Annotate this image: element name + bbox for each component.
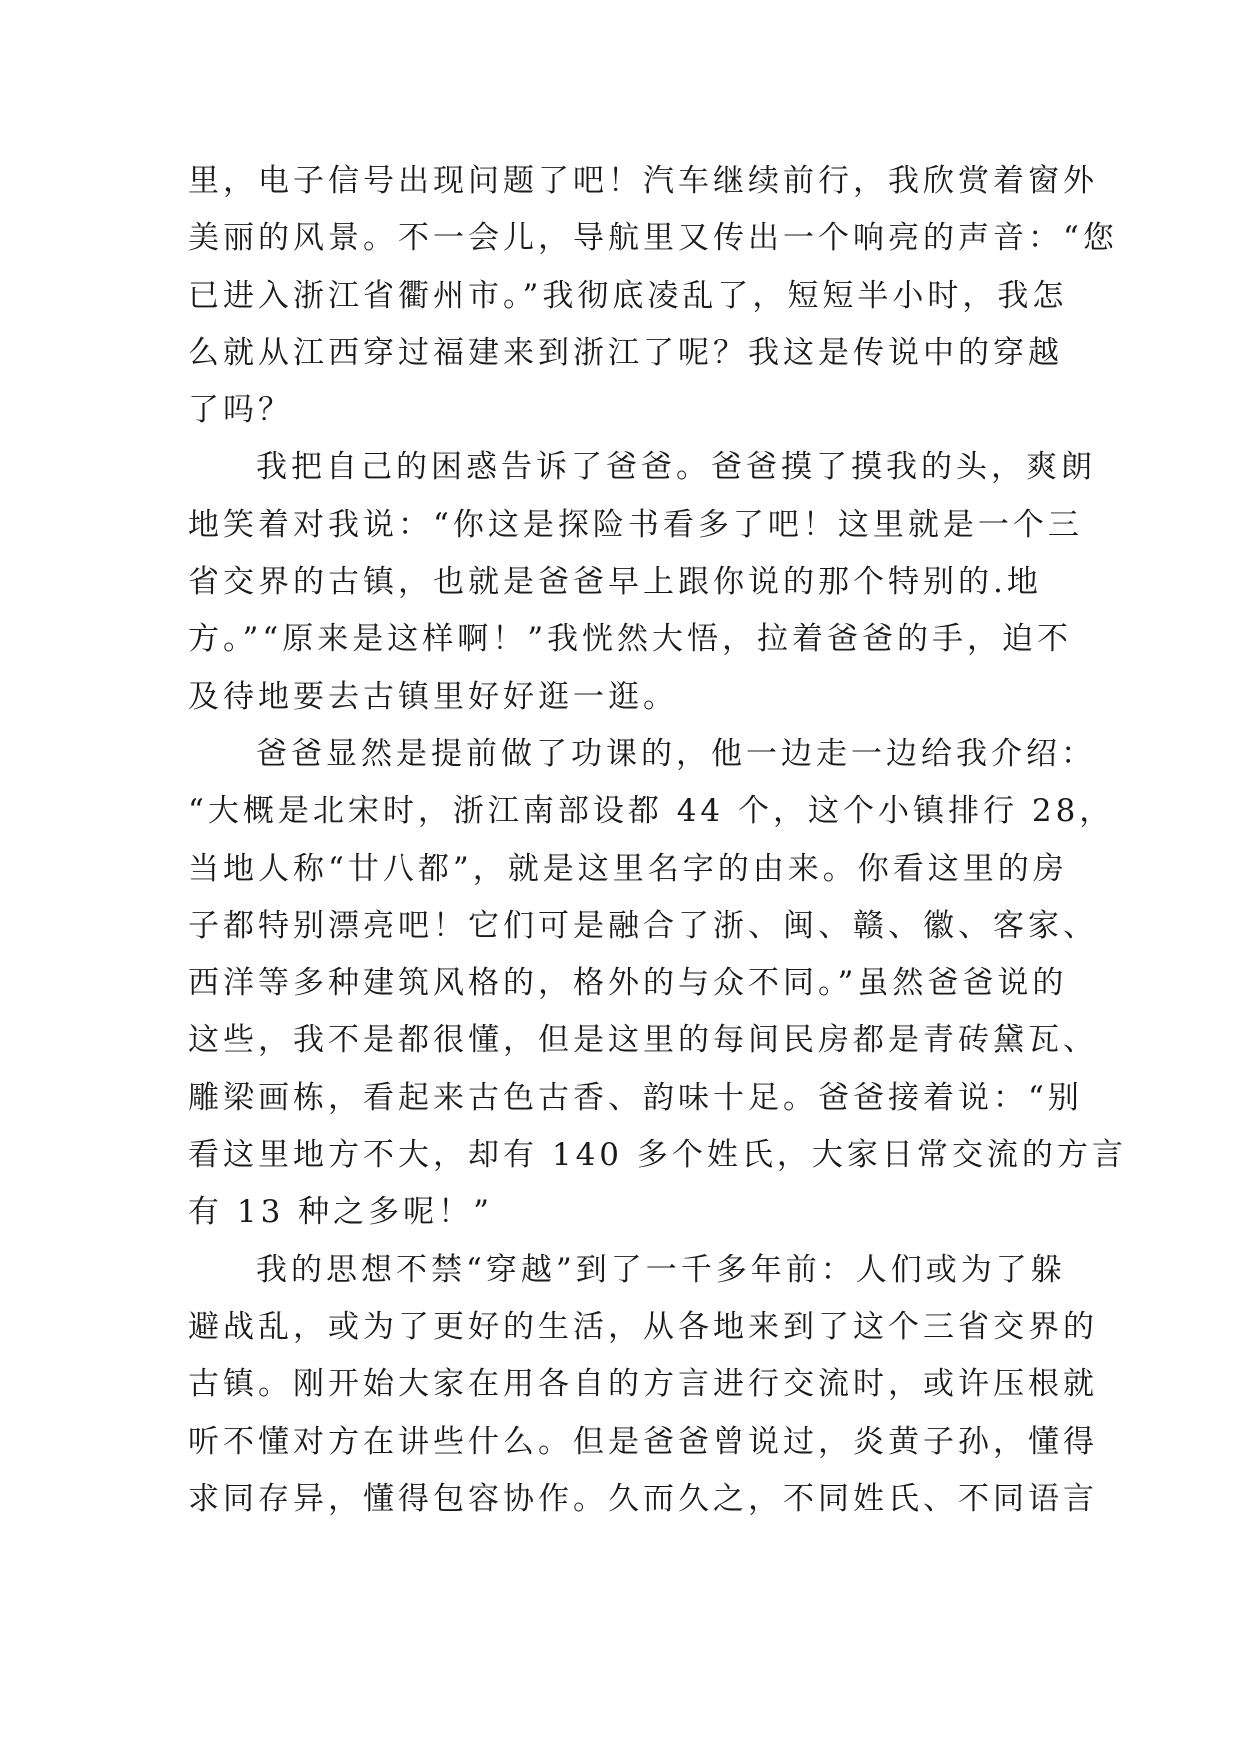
paragraph-3 bbox=[188, 726, 1127, 1242]
paragraph-2 bbox=[188, 439, 1096, 725]
document-body bbox=[188, 153, 1127, 1528]
text-line: 美丽的风景。不一会儿，导航里又传出一个响亮的声音：“您 bbox=[188, 220, 1118, 257]
text-line: 么就从江西穿过福建来到浙江了呢？我这是传说中的穿越 bbox=[188, 334, 1063, 371]
text-line: 西洋等多种建筑风格的，格外的与众不同。”虽然爸爸说的 bbox=[188, 965, 1068, 1002]
paragraph-1 bbox=[188, 153, 1118, 439]
paragraph-4 bbox=[188, 1242, 1098, 1528]
text-line: 及待地要去古镇里好好逛一逛。 bbox=[188, 678, 678, 715]
text-line: 地笑着对我说：“你这是探险书看多了吧！这里就是一个三 bbox=[188, 506, 1083, 543]
text-line: 我的思想不禁“穿越”到了一千多年前：人们或为了躲 bbox=[256, 1251, 1066, 1288]
text-line: 省交界的古镇，也就是爸爸早上跟你说的那个特别的.地 bbox=[188, 564, 1042, 601]
text-line: 我把自己的困惑告诉了爸爸。爸爸摸了摸我的头，爽朗 bbox=[256, 449, 1096, 486]
text-line: 避战乱，或为了更好的生活，从各地来到了这个三省交界的 bbox=[188, 1308, 1098, 1345]
text-line: 子都特别漂亮吧！它们可是融合了浙、闽、赣、徽、客家、 bbox=[188, 907, 1098, 944]
text-line: 听不懂对方在讲些什么。但是爸爸曾说过，炎黄子孙，懂得 bbox=[188, 1423, 1098, 1460]
text-line: 方。”“原来是这样啊！”我恍然大悟，拉着爸爸的手，迫不 bbox=[188, 621, 1073, 658]
text-line: 求同存异，懂得包容协作。久而久之，不同姓氏、不同语言 bbox=[188, 1480, 1098, 1517]
text-line: 看这里地方不大，却有 140 多个姓氏，大家日常交流的方言 bbox=[188, 1137, 1127, 1174]
text-line: 已进入浙江省衢州市。”我彻底凌乱了，短短半小时，我怎 bbox=[188, 277, 1068, 314]
text-line: 有 13 种之多呢！” bbox=[188, 1194, 494, 1231]
text-line: 雕梁画栋，看起来古色古香、韵味十足。爸爸接着说：“别 bbox=[188, 1079, 1083, 1116]
text-line: 当地人称“廿八都”，就是这里名字的由来。你看这里的房 bbox=[188, 850, 1068, 887]
text-line: 爸爸显然是提前做了功课的，他一边走一边给我介绍： bbox=[256, 735, 1096, 772]
text-line: “大概是北宋时，浙江南部设都 44 个，这个小镇排行 28， bbox=[188, 793, 1115, 830]
text-line: 了吗？ bbox=[188, 392, 293, 429]
text-line: 里，电子信号出现问题了吧！汽车继续前行，我欣赏着窗外 bbox=[188, 163, 1098, 199]
text-line: 这些，我不是都很懂，但是这里的每间民房都是青砖黛瓦、 bbox=[188, 1022, 1098, 1059]
text-line: 古镇。刚开始大家在用各自的方言进行交流时，或许压根就 bbox=[188, 1366, 1098, 1403]
